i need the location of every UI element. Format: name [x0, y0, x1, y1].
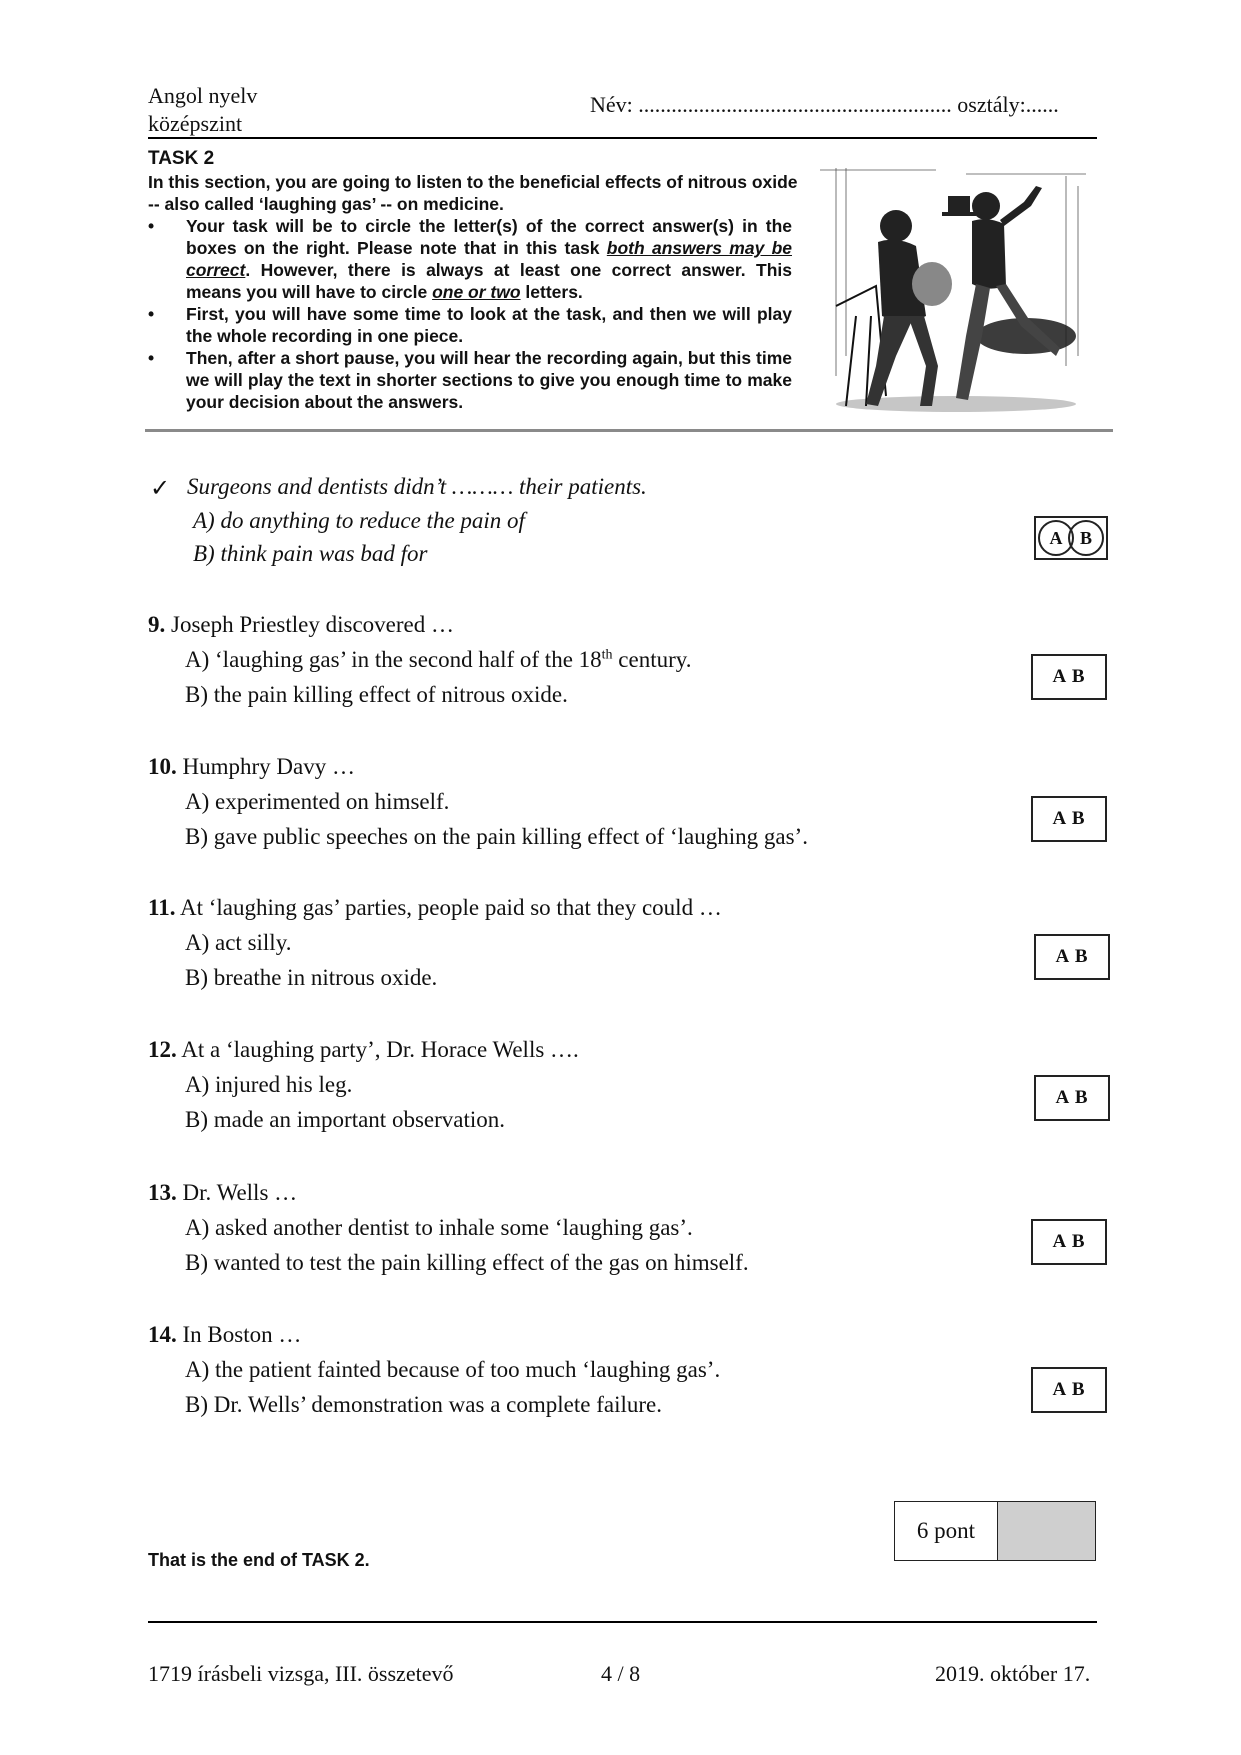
question-9-stem: 9. Joseph Priestley discovered …	[148, 612, 454, 637]
question-14-option-b: B) Dr. Wells’ demonstration was a complete failure.	[185, 1392, 662, 1417]
question-13-answer-box[interactable]: A B	[1031, 1219, 1107, 1265]
question-13-stem: 13. Dr. Wells …	[148, 1180, 298, 1205]
question-9-answer-box[interactable]: A B	[1031, 654, 1107, 700]
name-class-field[interactable]: Név: ......................................................... osztály:......	[590, 92, 1059, 117]
question-9-option-a: A) ‘laughing gas’ in the second half of the 18th century.	[185, 647, 692, 672]
question-13-option-a: A) asked another dentist to inhale some ‘laughing gas’.	[185, 1215, 693, 1240]
question-11-stem: 11. At ‘laughing gas’ parties, people paid so that they could …	[148, 895, 722, 920]
question-12-option-a: A) injured his leg.	[185, 1072, 353, 1097]
check-icon: ✓	[150, 476, 171, 502]
instruction-item: • Your task will be to circle the letter(s) of the correct answer(s) in the boxes on the right. Please note that in this task both answers may be correct. However, there is always at least one correct answer. This means you will have to circle one or two letters.	[148, 215, 792, 303]
laughing-gas-illustration	[816, 166, 1094, 416]
footer-date: 2019. október 17.	[935, 1661, 1091, 1686]
example-circled-b: B	[1068, 520, 1104, 556]
question-10-option-b: B) gave public speeches on the pain killing effect of ‘laughing gas’.	[185, 824, 808, 849]
question-12-option-b: B) made an important observation.	[185, 1107, 506, 1132]
instruction-item: • Then, after a short pause, you will hear the recording again, but this time we will play the text in shorter sections to give you enough time to make your decision about the answers.	[148, 347, 792, 413]
question-13-option-b: B) wanted to test the pain killing effect of the gas on himself.	[185, 1250, 749, 1275]
header-subject-block	[148, 82, 257, 138]
example-answer-box	[1034, 516, 1108, 560]
question-11-option-a: A) act silly.	[185, 930, 292, 955]
score-field[interactable]	[998, 1502, 1095, 1560]
example-option-a: A) do anything to reduce the pain of	[193, 508, 525, 533]
footer-exam-id: 1719 írásbeli vizsga, III. összetevő	[148, 1661, 454, 1686]
question-10-option-a: A) experimented on himself.	[185, 789, 450, 814]
question-14-stem: 14. In Boston …	[148, 1322, 302, 1347]
instruction-item: • First, you will have some time to look at the task, and then we will play the whole recording in one piece.	[148, 303, 792, 347]
question-12-answer-box[interactable]: A B	[1034, 1075, 1110, 1121]
question-9-option-b: B) the pain killing effect of nitrous oxide.	[185, 682, 568, 707]
question-11-option-b: B) breathe in nitrous oxide.	[185, 965, 438, 990]
instruction-list	[148, 215, 792, 413]
subject: Angol nyelv	[148, 83, 258, 108]
section-divider	[145, 429, 1113, 432]
question-10-stem: 10. Humphry Davy …	[148, 754, 355, 779]
end-of-task-text: That is the end of TASK 2.	[148, 1550, 370, 1570]
example-stem: Surgeons and dentists didn’t ……… their patients.	[187, 474, 647, 499]
example-option-b: B) think pain was bad for	[193, 541, 428, 566]
level: középszint	[148, 111, 243, 136]
question-12-stem: 12. At a ‘laughing party’, Dr. Horace Wells ….	[148, 1037, 579, 1062]
task-title: TASK 2	[148, 148, 215, 169]
question-11-answer-box[interactable]: A B	[1034, 934, 1110, 980]
example-circled-a: A	[1038, 520, 1074, 556]
page-number: 4 / 8	[601, 1661, 641, 1686]
header-divider	[148, 137, 1097, 139]
score-box	[894, 1501, 1096, 1561]
question-14-option-a: A) the patient fainted because of too much ‘laughing gas’.	[185, 1357, 721, 1382]
footer-divider	[148, 1621, 1097, 1623]
question-14-answer-box[interactable]: A B	[1031, 1367, 1107, 1413]
score-label: 6 pont	[895, 1502, 998, 1560]
task-intro: In this section, you are going to listen to the beneficial effects of nitrous oxide -- also called ‘laughing gas’ -- on medicine.	[148, 172, 798, 214]
question-10-answer-box[interactable]: A B	[1031, 796, 1107, 842]
